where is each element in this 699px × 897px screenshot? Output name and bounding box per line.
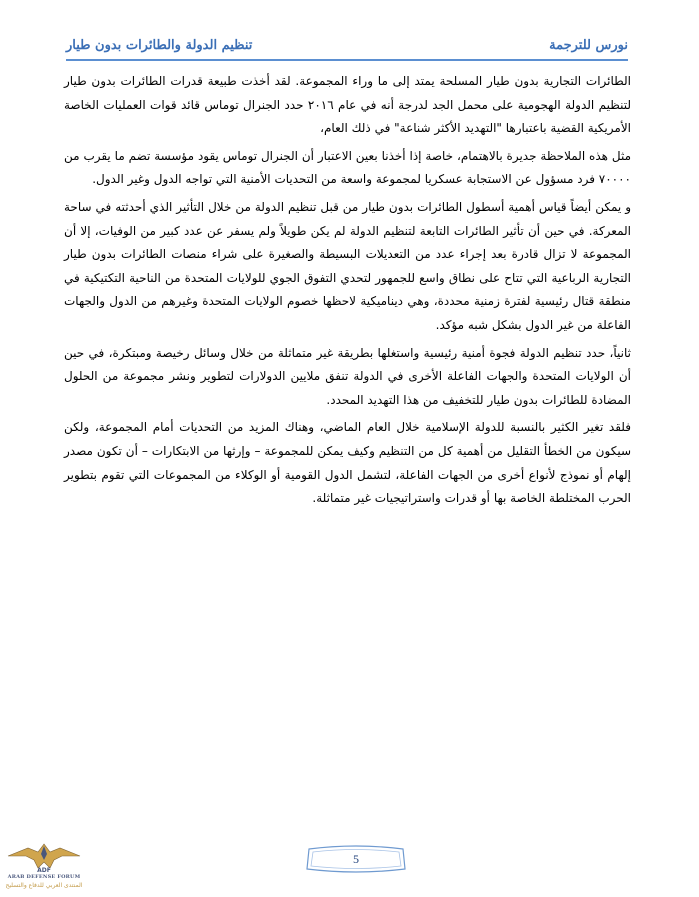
watermark-title: ARAB DEFENSE FORUM: [7, 874, 81, 880]
page-number: 5: [353, 852, 359, 866]
document-body: [64, 70, 631, 511]
paragraph-1: الطائرات التجارية بدون طيار المسلحة يمتد إلى ما وراء المجموعة. لقد أخذت طبيعة قدرات الطائرات بدون طيار لتنظيم الدولة الهجومية على محمل الجد لدرجة أنه في عام ٢٠١٦ حدد الجنرال توماس قائد قوات العمليات الخاصة الأمريكية القضية باعتبارها "التهديد الأكثر شناعة" في ذلك العام،: [64, 74, 631, 136]
paragraph-4: ثانياً، حدد تنظيم الدولة فجوة أمنية رئيسية واستغلها بطريقة غير متماثلة من خلال وسائل رخيصة ومبتكرة، في حين أن الولايات المتحدة والجهات الفاعلة الأخرى في الدولة تنفق ملايين الدولارات لتطوير ونشر مجموعة من الحلول المضادة للطائرات بدون طيار للتخفيف من هذا التهديد المحدد.: [64, 345, 631, 407]
header-document-title: تنظيم الدولة والطائرات بدون طيار: [66, 38, 253, 53]
page-number-badge: [301, 843, 411, 875]
paragraph-5: فلقد تغير الكثير بالنسبة للدولة الإسلامية خلال العام الماضي، وهناك المزيد من التحديات أمام المجموعة، ولكن سيكون من الخطأ التقليل من أهمية كل من التنظيم وكيف يمكن للمجموعة – وإرثها من الابتكارات – أن تكون مصدر إلهام أو نموذج لأنواع أخرى من الجهات الفاعلة، لتشمل الدول القومية أو الوكلاء من المجموعات التي تقوم بتطوير الحرب المختلطة الخاصة بها أو قدرات واستراتيجيات غير متماثلة.: [64, 420, 631, 506]
header-translator-name: نورس للترجمة: [549, 38, 628, 53]
svg-text:ADF: ADF: [37, 867, 51, 874]
header-divider: [66, 59, 628, 61]
forum-watermark: [4, 838, 84, 896]
paragraph-2: مثل هذه الملاحظة جديرة بالاهتمام، خاصة إذا أخذنا بعين الاعتبار أن الجنرال توماس يقود مؤسسة تضم ما يقرب من ٧٠٠٠٠ فرد مسؤول عن الاستجابة عسكريا لمجموعة واسعة من التحديات الأمنية التي تواجه الدول وغير الدول.: [64, 148, 631, 187]
eagle-emblem-icon: [4, 838, 84, 874]
page-header: [66, 36, 628, 58]
paragraph-3: و يمكن أيضاً قياس أهمية أسطول الطائرات بدون طيار من قبل تنظيم الدولة من خلال التأثير الذي أحدثته في ساحة المعركة. في حين أن تأثير الطائرات التابعة لتنظيم الدولة لم يكن طويلاً ولم يسفر عن عدد كبير من الوفيات، إلا أن المجموعة لا تزال قادرة بعد إجراء عدد من التعديلات البسيطة والصغيرة على شراء منصات الطائرات بدون طيار التجارية الرباعية التي تتاح على نطاق واسع للجمهور لتحدي التفوق الجوي للولايات المتحدة من الناحية التكتيكية في منطقة قتال رئيسية لفترة زمنية محددة، وهي ديناميكية لاحظها خصوم الولايات المتحدة وغيرهم من الدول والجهات الفاعلة من غير الدول بشكل شبه مؤكد.: [64, 199, 631, 332]
watermark-subtitle: المنتدى العربي للدفاع والتسليح: [5, 882, 83, 889]
